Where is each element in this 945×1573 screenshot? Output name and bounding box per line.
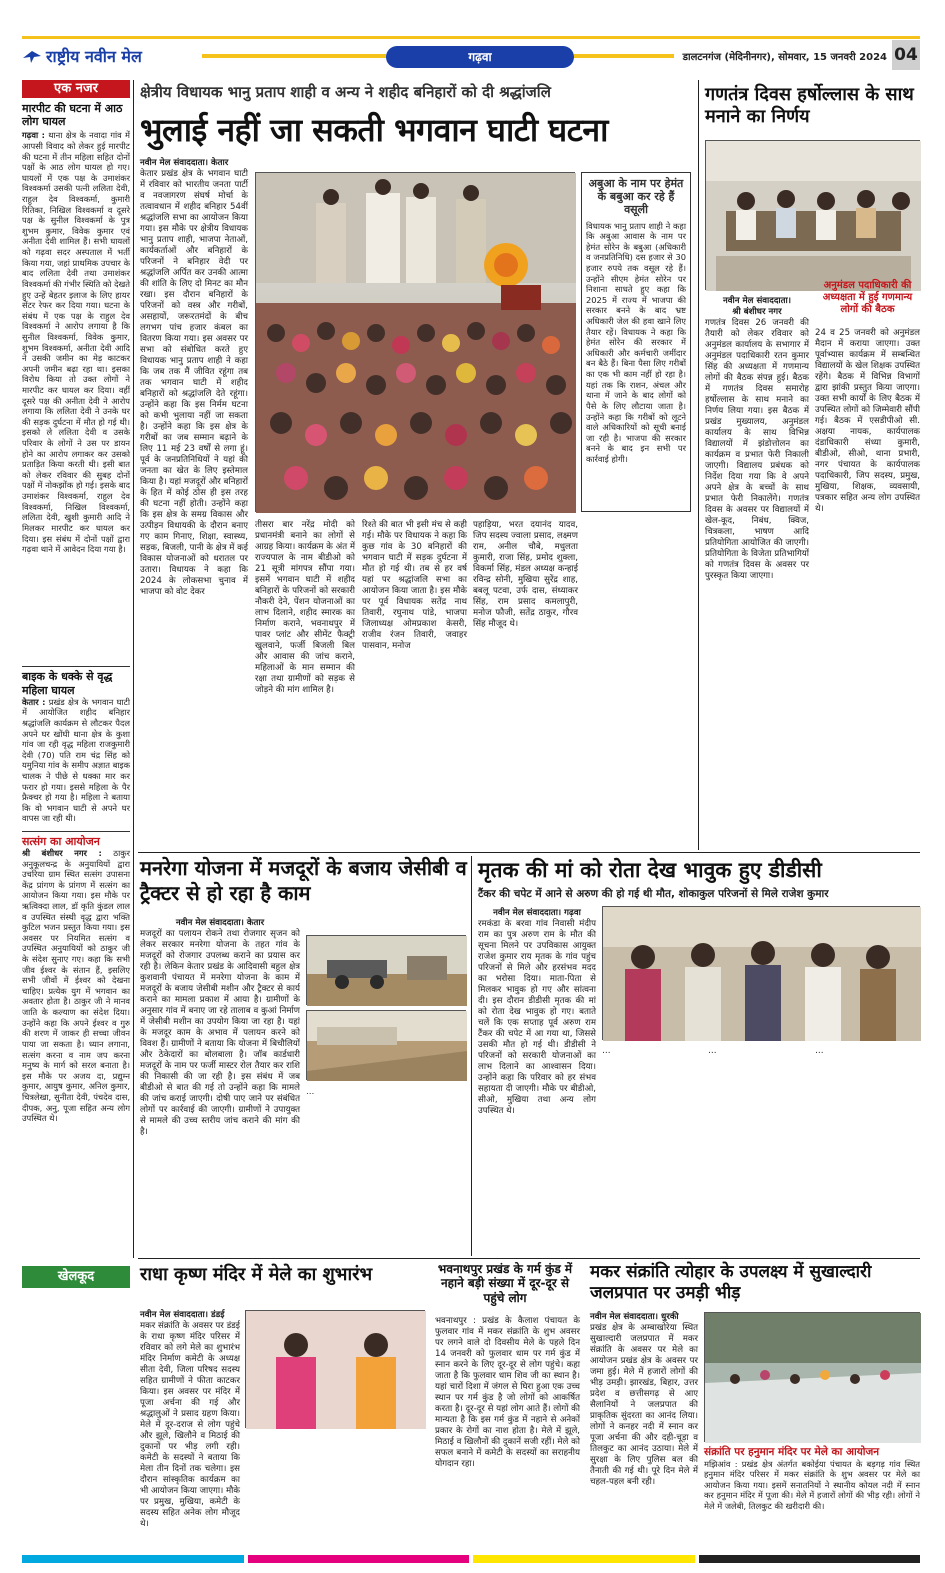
meeting-photo bbox=[705, 140, 920, 290]
sidebar-column bbox=[22, 80, 130, 1258]
lead-col3: रिश्ते की बात भी इसी मंच से कही गई। मौके पर विधायक ने कहा कि कुछ गांव के 30 बनिहारों की भगवान घाटी में सड़क दुर्घटना में मौत हो गई थी। तब से हर वर्ष यहां पर श्रद्धांजलि सभा का आयोजन किया जाता है। इस मौके पर पूर्व विधायक सतेंद्र नाथ तिवारी, रघुनाथ पांडे, भाजपा जिलाध्यक्ष ओमप्रकाश केसरी, राजीव रंजन तिवारी, जवाहर पासवान, मनोज bbox=[362, 520, 467, 651]
tractor-photo-graphic bbox=[307, 936, 467, 1006]
lead-kicker: क्षेत्रीय विधायक भानु प्रताप शाही व अन्य ने शहीद बनिहारों को दी श्रद्धांजलि bbox=[140, 83, 551, 101]
makar-photo bbox=[704, 1312, 920, 1442]
section-name: गढ़वा bbox=[468, 50, 492, 64]
color-swatch bbox=[473, 1555, 695, 1563]
sidebar-story2-body: केतार : प्रखंड क्षेत्र के भगवान घाटी में आयोजित शहीद बनिहार श्रद्धांजलि कार्यक्रम से लौटकर पैदल अपने घर खोंघी थाना क्षेत्र के कुशा गांव जा रही वृद्ध महिला राजकुमारी देवी (70) पति राम चंद्र सिंह को यमुनिया गांव के समीप अज्ञात बाइक चालक ने पीछे से धक्का मार कर फरार हो गया। इससे महिला के पैर फ्रैक्चर हो गया है। महिला ने बताया कि वो भगवान घाटी से अपने घर वापस जा रही थी। bbox=[22, 696, 130, 824]
masthead bbox=[22, 36, 920, 74]
makar-headline: मकर संक्रांति त्योहार के उपलक्ष्य में सुखाल्दारी जलप्रपात पर उमड़ी भीड़ bbox=[590, 1262, 872, 1303]
sports-banner: खेलकूद bbox=[22, 1266, 130, 1288]
dc-photo-graphic bbox=[603, 907, 921, 1041]
sidebar-story-title: मारपीट की घटना में आठ लोग घायल bbox=[22, 102, 123, 129]
bhav-text: भवनाथपुर : प्रखंड के कैलाश पंचायत के फुलवार गांव में मकर संक्रांति के शुभ अवसर पर लगने वाले दो दिवसीय मेले के पहले दिन 14 जनवरी को फुलवार धाम पर गर्म कुंड में स्नान करने के लिए दूर-दूर से लोग पहुंचे। कहा जाता है कि फुलवार धाम शिव जी का स्थान है। यहां चारों दिशा में जंगल से घिरा हुआ एक उच्च स्थान पर गर्म कुंड है जो लोगों को आकर्षित करता है। दूर-दूर से यहां लोग आते हैं। लोगों की मान्यता है कि इस गर्म कुंड में नहाने से अनेकों प्रकार के रोगों का नाश होता है। मेले में झूले, मिठाई व खिलौनों की दुकानें सजी रहीं। मेले को सफल बनाने में कमेटी के सदस्यों का सराहनीय योगदान रहा। bbox=[435, 1316, 580, 1469]
page-number: 04 bbox=[892, 40, 920, 70]
color-swatch bbox=[248, 1555, 470, 1563]
dc-col3: … bbox=[708, 1046, 717, 1056]
right-col1: नवीन मेल संवाददाता। श्री बंशीधर नगर गणतंत्र दिवस 26 जनवरी की तैयारी को लेकर रविवार को अनुमंडल कार्यालय के सभागार में अनुमंडल पदाधिकारी रतन कुमार सिंह की अध्यक्षता में गणमान्य लोगों की बैठक संपन्न हुई। बैठक में गणतंत्र दिवस समारोह हर्षोल्लास के साथ मनाने का निर्णय लिया गया। इस बैठक में प्रखंड मुख्यालय, अनुमंडल कार्यालय के साथ विभिन्न विद्यालयों में झंडोत्तोलन का कार्यक्रम व प्रभात फेरी निकाली जाएगी। विद्यालय प्रबंधक को निर्देश दिया गया कि वे अपने अपने क्षेत्र के बच्चों के साथ प्रभात फेरी निकालेंगे। गणतंत्र दिवस के अवसर पर विद्यालयों में खेल-कूद, निबंध, क्विज, चित्रकला, भाषण आदि प्रतियोगिता आयोजित की जाएगी। प्रतियोगिता के विजेता प्रतिभागियों को गणतंत्र दिवस के अवसर पर पुरस्कृत किया जाएगा। bbox=[705, 296, 809, 581]
lead-headline: भुलाई नहीं जा सकती भगवान घाटी घटना bbox=[140, 111, 608, 149]
lead-right-divider bbox=[698, 80, 699, 850]
dc-col2: … bbox=[602, 1046, 611, 1056]
dc-col4: … bbox=[815, 1046, 824, 1056]
sidebar-story3-body: श्री बंशीधर नगर : ठाकुर अनुकूलचन्द्र के अनुयायियों द्वारा उचरिया ग्राम स्थित सत्संग उपासना केंद्र प्रांगण के प्रांगण में सत्संग का आयोजन किया गया। इस मौके पर ऋत्विक्दा लाल, डॉ कृति कुंडल लाल व उपस्थित संस्थी वृद्ध द्वारा भक्ति कुटिल भजन प्रस्तुत किया गया। इस अवसर पर नियमित सत्संग व उपस्थित अनुयायियों को ठाकुर जी के संदेश सुनाए गए। कहा कि सभी जीव ईश्वर के संतान हैं, इसलिए सभी जीवों में ईश्वर को देखना चाहिए। प्रत्येक युग में भगवान का अवतार होता है। ठाकुर जी ने मानव जाति के कल्याण का संदेश दिया। उन्होंने कहा कि अपने ईश्वर व गुरु की शरण में जाकर ही सच्चा जीवन पाया जा सकता है। ध्यान लगाना, सत्संग करना व नाम जप करना मनुष्य के मार्ग को सरल बनाता है। इस मौके पर अजय दा, प्रद्युम्न कुमार, आयुष कुमार, अनिल कुमार, चित्रलेखा, सुनीता देवी, पंचदेव दास, दीपक, अनु, पूजा सहित अन्य लोग उपस्थित थे। bbox=[22, 847, 131, 1124]
mnrega-photo-bottom bbox=[306, 1010, 466, 1080]
color-swatch bbox=[22, 1555, 244, 1563]
radha-headline: राधा कृष्ण मंदिर में मेले का शुभारंभ bbox=[140, 1264, 373, 1285]
yellow-band bbox=[202, 54, 386, 58]
lead-inset-box bbox=[581, 172, 691, 512]
lead-photo-crowd bbox=[255, 172, 575, 512]
color-swatch bbox=[699, 1555, 921, 1563]
sidebar-label: एक नजर bbox=[22, 80, 130, 98]
sidebar-story2-title: बाइक के धक्के से वृद्ध महिला घायल bbox=[22, 666, 130, 696]
footer-color-bar bbox=[22, 1555, 920, 1563]
vrule-mid bbox=[471, 856, 472, 1256]
land-photo-graphic bbox=[307, 1011, 467, 1081]
bird-icon bbox=[22, 48, 42, 64]
sidebar-story3-title: सत्संग का आयोजन bbox=[22, 831, 130, 848]
masthead-rule-top bbox=[22, 36, 920, 39]
makar-text: नवीन मेल संवाददाता। धुरकी प्रखंड क्षेत्र के अम्बाखोरेया स्थित सुखाल्दारी जलप्रपात में मकर संक्रांति के अवसर पर मेले का आयोजन प्रखंड क्षेत्र के अवसर पर जमा हुई। मेले में हजारों लोगों की भीड़ उमड़ी। झारखंड, बिहार, उत्तर प्रदेश व छत्तीसगढ़ से आए सैलानियों ने जलप्रपात की प्राकृतिक सुंदरता का आनंद लिया। लोगों ने कनहर नदी में स्नान कर पूजा अर्चना की और दही-चूड़ा व तिलकुट का आनंद उठाया। मेले में सुरक्षा के लिए पुलिस बल की तैनाती की गई थी। पूरे दिन मेले में चहल-पहल बनी रही। bbox=[590, 1312, 698, 1487]
yellow-band-right bbox=[574, 54, 674, 58]
dc-photo bbox=[602, 906, 920, 1040]
dc-subhead: टैंकर की चपेट में आने से अरुण की हो गई थी मौत, शोकाकुल परिजनों से मिले राजेश कुमार bbox=[478, 888, 829, 900]
mnrega-photo-top bbox=[306, 935, 466, 1005]
makar-inset-body: मझिआंव : प्रखंड क्षेत्र अंतर्गत बकोईया पंचायत के बड़गड़ गांव स्थित हनुमान मंदिर परिसर में मकर संक्रांति के शुभ अवसर पर मेले का आयोजन किया गया। इसमें सनातनियों ने स्थानीय कोयल नदी में स्नान कर हनुमान मंदिर में पूजा की। मेले में हजारों लोगों की भीड़ रही। लोगों ने मेले में जलेबी, तिलकुट की खरीदारी की। bbox=[704, 1458, 920, 1512]
right-headline: गणतंत्र दिवस हर्षोल्लास के साथ मनाने का निर्णय bbox=[705, 84, 914, 127]
radha-text: नवीन मेल संवाददाता। डंडई मकर संक्रांति के अवसर पर डंडई के राधा कृष्ण मंदिर परिसर में रविवार को लगे मेले का शुभारंभ मंदिर निर्माण कमेटी के अध्यक्ष सीता देवी, जिला परिषद सदस्य सहित ग्रामीणों ने फीता काटकर किया। इस अवसर पर मंदिर में पूजा अर्चना की गई और श्रद्धालुओं ने प्रसाद ग्रहण किया। मेले में दूर-दराज से लोग पहुंचे और झूले, खिलौने व मिठाई की दुकानों पर भीड़ लगी रही। कमेटी के सदस्यों ने बताया कि मेला तीन दिनों तक चलेगा। इस दौरान सांस्कृतिक कार्यक्रम का भी आयोजन किया जाएगा। मौके पर प्रमुख, मुखिया, कमेटी के सदस्य सहित अनेक लोग मौजूद थे। bbox=[140, 1310, 241, 1529]
inset-title: अबुआ के नाम पर हेमंत के बबुआ कर रहे हैं वसूली bbox=[588, 177, 684, 217]
lead-col2: तीसरा बार नरेंद्र मोदी को प्रधानमंत्री बनाने का लोगों से आग्रह किया। कार्यक्रम के अंत में राज्यपाल के नाम बीडीओ को 21 सूत्री मांगपत्र सौंपा गया। इसमें भगवान घाटी में शहीद बनिहारों के परिजनों को सरकारी नौकरी देने, पेंशन योजनाओं का लाभ दिलाने, शहीद स्मारक का निर्माण कराने, भवनाथपुर में पावर प्लांट और सीमेंट फैक्ट्री खुलवाने, फर्जी बिजली बिल और आवास की जांच कराने, महिलाओं के मान सम्मान की रक्षा तथा ग्रामीणों को सड़क से जोड़ने की मांग शामिल है। bbox=[255, 520, 355, 695]
crowd-photo-graphic bbox=[256, 173, 576, 513]
mnrega-headline: मनरेगा योजना में मजदूरों के बजाय जेसीबी व ट्रैक्टर से हो रहा है काम bbox=[140, 856, 467, 905]
inset-body: विधायक भानु प्रताप शाही ने कहा कि अबुआ आवास के नाम पर हेमंत सोरेन के बबुआ (अधिकारी व जनप्रतिनिधि) दस हजार से 30 हजार रुपये तक वसूल रहे हैं। उन्होंने सीएम हेमंत सोरेन पर निशाना साधते हुए कहा कि 2025 में राज्य में भाजपा की सरकार बनने के बाद भ्रष्ट अधिकारी जेल की हवा खाने लिए तैयार रहें। विधायक ने कहा कि हेमंत सोरेन की सरकार में अधिकारी और कर्मचारी जमींदार बन बैठे हैं। बिना पैसा लिए गरीबों का एक भी काम नहीं हो रहा है। यहां तक कि राशन, अंचल और थाना में जाने के बाद लोगों को पैसे के लिए लौटाया जाता है। उन्होंने कहा कि गरीबों को लूटने वाले अधिकारियों को सूची बनाई जा रही है। भाजपा की सरकार बनने के बाद इन सभी पर कार्रवाई होगी। bbox=[586, 220, 686, 464]
hrule-mid3 bbox=[138, 1258, 920, 1259]
sidebar-story-body: गढ़वा : थाना क्षेत्र के नवादा गांव में आपसी विवाद को लेकर हुई मारपीट की घटना में तीन महिला सहित दोनों पक्षों के आठ लोग घायल हो गए। घायलों में एक पक्ष के उमाशंकर विश्वकर्मा उसकी पत्नी ललिता देवी, राहुल देव विश्वकर्मा, कुमारी रितिका, निखिल विश्वकर्मा व दूसरे पक्ष के सुनील विश्वकर्मा के पुत्र शुभम कुमार, विवेक कुमार एवं अनीता देवी शामिल हैं। सभी घायलों को गढ़वा सदर अस्पताल में भर्ती किया गया, जहां प्राथमिक उपचार के बाद ललिता देवी तथा उमाशंकर विश्वकर्मा की गंभीर स्थिति को देखते हुए उन्हें बेहतर इलाज के लिए हायर सेंटर रेफर कर दिया गया। घटना के संबंध में एक पक्ष के राहुल देव विश्वकर्मा ने आरोप लगाया है कि सुनील विश्वकर्मा, विवेक कुमार, शुभम विश्वकर्मा, अनीता देवी आदि ने उसकी जमीन का मेड़ काटकर अपनी जमीन बढ़ा रहा था। इसका विरोध किया तो उक्त लोगों ने मारपीट कर घायल कर दिया। वहीं दूसरे पक्ष की अनीता देवी ने आरोप लगाया कि ललिता देवी ने उनके घर की सड़क दुर्घटना में मौत हो गई थी। इसको ले ललिता देवी व उसके परिवार के लोगों ने उस पर डायन होने का आरोप लगाकर कर उसको प्रताड़ित किया करती थी। इसी बात को लेकर रविवार की सुबह दोनों पक्षों में नोकझोंक हो गई। इसके बाद उमाशंकर विश्वकर्मा, राहुल देव विश्वकर्मा, निखिल विश्वकर्मा, ललिता देवी, खुशी कुमारी आदि ने मिलकर मारपीट कर घायल कर दिया। इस संबंध में दोनों पक्षों द्वारा गढ़वा थाने में आवेदन दिया गया है। bbox=[22, 130, 131, 555]
lead-col4: पहाड़िया, भरत दयानंद यादव, जिप सदस्य ज्वाला प्रसाद, लक्ष्मण राम, अनील चौबे, मधुलता कुमारी, राजा सिंह, प्रमोद शुक्ला, विकर्मा सिंह, मंडल अध्यक्ष कन्हाई रविन्द्र सोनी, मुखिया सुरेंद्र शाह, बबलू पटवा, उर्फ दास, संध्याकर सिंह, राम प्रसाद कमलापुरी, मनोज फौजी, सतेंद्र ठाकुर, गौरव सिंह मौजूद थे। bbox=[473, 520, 578, 629]
waterfall-photo-graphic bbox=[705, 1313, 921, 1443]
lead-col1: नवीन मेल संवाददाता। केतार केतार प्रखंड क्षेत्र के भगवान घाटी में रविवार को भारतीय जनता पार्टी व नवजागरण संघर्ष मोर्चा के तत्वावधान में शहीद बनिहार 54वीं श्रद्धांजलि सभा का आयोजन किया गया। इस मौके पर क्षेत्रीय विधायक भानु प्रताप शाही, भाजपा नेताओं, कार्यकर्ताओं और बनिहारों के परिजनों ने बनिहार वेदी पर श्रद्धांजलि अर्पित कर उनकी आत्मा की शांति के लिए दो मिनट का मौन रखा। इस दौरान बनिहारों के परिजनों को वस्त्र और गरीबों, असहायों, जरूरतमंदों के बीच लगभग पांच हजार कंबल का वितरण किया गया। इस अवसर पर सभा को संबोधित करते हुए विधायक भानु प्रताप शाही ने कहा कि जब तक मैं जीवित रहूंगा तब तक भगवान घाटी में शहीद बनिहारों को श्रद्धांजलि देते रहूंगा। उन्होंने कहा कि इस निर्मम घटना को कभी भुलाया नहीं जा सकता है। उन्होंने कहा कि इस क्षेत्र के गरीबों का जब सम्मान बढ़ाने के लिए 11 मई 23 वर्षों से लगा हूं। पूर्व के जनप्रतिनिधियों ने यहां की जनता का खेत के लिए इस्तेमाल किया है। यहां मजदूरों और बनिहारों के हित में कोई ठोस ही इस तरह की घटना नहीं होती। उन्होंने कहा कि इस क्षेत्र के समग्र विकास और उत्पीड़न विधायकी के दौरान बनाए गए काम गिनाए, शिक्षा, स्वास्थ्य, सड़क, बिजली, पानी के क्षेत्र में कई विकास योजनाओं को धरातल पर उतारा। विधायक ने कहा कि 2024 के लोकसभा चुनाव में भाजपा को वोट देकर bbox=[140, 158, 248, 597]
section-pill bbox=[386, 46, 574, 68]
mnrega-caption: … bbox=[306, 1086, 315, 1096]
paper-name: राष्ट्रीय नवीन मेल bbox=[46, 47, 142, 66]
paper-logo bbox=[22, 42, 142, 70]
dc-body: नवीन मेल संवाददाता। गढ़वा रमकंडा के बरवा गांव निवासी मंदीप राम का पुत्र अरुण राम के मौत की सूचना मिलने पर उपविकास आयुक्त राजेश कुमार राय मृतक के गांव पहुंच परिजनों से मिले और हरसंभव मदद का भरोसा दिया। माता-पिता से मिलकर भावुक हो गए और सांत्वना दी। इस दौरान डीडीसी मृतक की मां को रोता देख भावुक हो गए। बताते चलें कि एक सप्ताह पूर्व अरुण राम टैंकर की चपेट में आ गया था, जिससे उसकी मौत हो गई थी। डीडीसी ने परिजनों को सरकारी योजनाओं का लाभ दिलाने का आश्वासन दिया। उन्होंने कहा कि परिवार को हर संभव सहायता दी जाएगी। मौके पर बीडीओ, सीओ, मुखिया तथा अन्य लोग उपस्थित थे। bbox=[478, 908, 596, 1116]
hrule-mid1 bbox=[138, 852, 920, 853]
bhav-headline: भवनाथपुर प्रखंड के गर्म कुंड में नहाने बड़ी संख्या में दूर-दूर से पहुंचे लोग bbox=[437, 1262, 573, 1305]
sidebar-divider bbox=[133, 80, 134, 1258]
makar-inset bbox=[704, 1446, 920, 1510]
right-col2: 24 व 25 जनवरी को अनुमंडल मैदान में कराया जाएगा। उक्त पूर्वाभ्यास कार्यक्रम में सम्बन्धित विद्यालयों के खेल शिक्षक उपस्थित रहेंगे। बैठक में विभिन्न विभागों द्वारा झांकी प्रस्तुत किया जाएगा। उक्त सभी कार्यों के लिए बैठक में उपस्थित लोगों को जिम्मेवारी सौंपी गई। बैठक में एसडीपीओ सी. अक्षया नायक, कार्यपालक दंडाधिकारी संध्या कुमारी, बीडीओ, सीओ, थाना प्रभारी, नगर पंचायत के कार्यपालक पदाधिकारी, जिप सदस्य, प्रमुख, मुखिया, शिक्षक, व्यवसायी, पत्रकार सहित अन्य लोग उपस्थित थे। bbox=[815, 328, 920, 514]
radha-photo-graphic bbox=[246, 1311, 426, 1429]
dateline: डालटनगंज (मेदिनीनगर), सोमवार, 15 जनवरी 2024 bbox=[682, 52, 887, 63]
mnrega-body: नवीन मेल संवाददाता। केतार मजदूरों का पलायन रोकने तथा रोजगार सृजन को लेकर सरकार मनरेगा योजना के तहत गांव के मजदूरों को रोजगार उपलब्ध कराने का प्रयास कर रही है। लेकिन केतार प्रखंड के आदिवासी बहुल क्षेत्र कुशवानी पंचायत में मनरेगा योजना के काम में मजदूरों के बजाय जेसीबी मशीन और ट्रैक्टर से कार्य कराने का मामला प्रकाश में आया है। ग्रामीणों के अनुसार गांव में बनाए जा रहे तालाब व कुआं निर्माण में जेसीबी मशीन का उपयोग किया जा रहा है। यहां के मजदूर काम के अभाव में पलायन करने को विवश हैं। ग्रामीणों ने बताया कि योजना में बिचौलियों और ठेकेदारों का बोलबाला है। जॉब कार्डधारी मजदूरों के नाम पर फर्जी मास्टर रोल तैयार कर राशि की निकासी की जा रही है। इस संबंध में जब बीडीओ से बात की गई तो उन्होंने कहा कि मामले की जांच कराई जाएगी। दोषी पाए जाने पर संबंधित लोगों पर कार्रवाई की जाएगी। ग्रामीणों ने उपायुक्त से मामले की उच्च स्तरीय जांच कराने की मांग की है। bbox=[140, 918, 300, 1137]
right-subtitle: अनुमंडल पदाधिकारी की अध्यक्षता में हुई गणमान्य लोगों की बैठक bbox=[822, 280, 913, 315]
makar-inset-title: संक्रांति पर हनुमान मंदिर पर मेले का आयोजन bbox=[704, 1446, 880, 1458]
radha-photo bbox=[245, 1310, 425, 1428]
dc-headline: मृतक की मां को रोता देख भावुक हुए डीडीसी bbox=[478, 858, 822, 882]
meeting-photo-graphic bbox=[706, 141, 921, 291]
